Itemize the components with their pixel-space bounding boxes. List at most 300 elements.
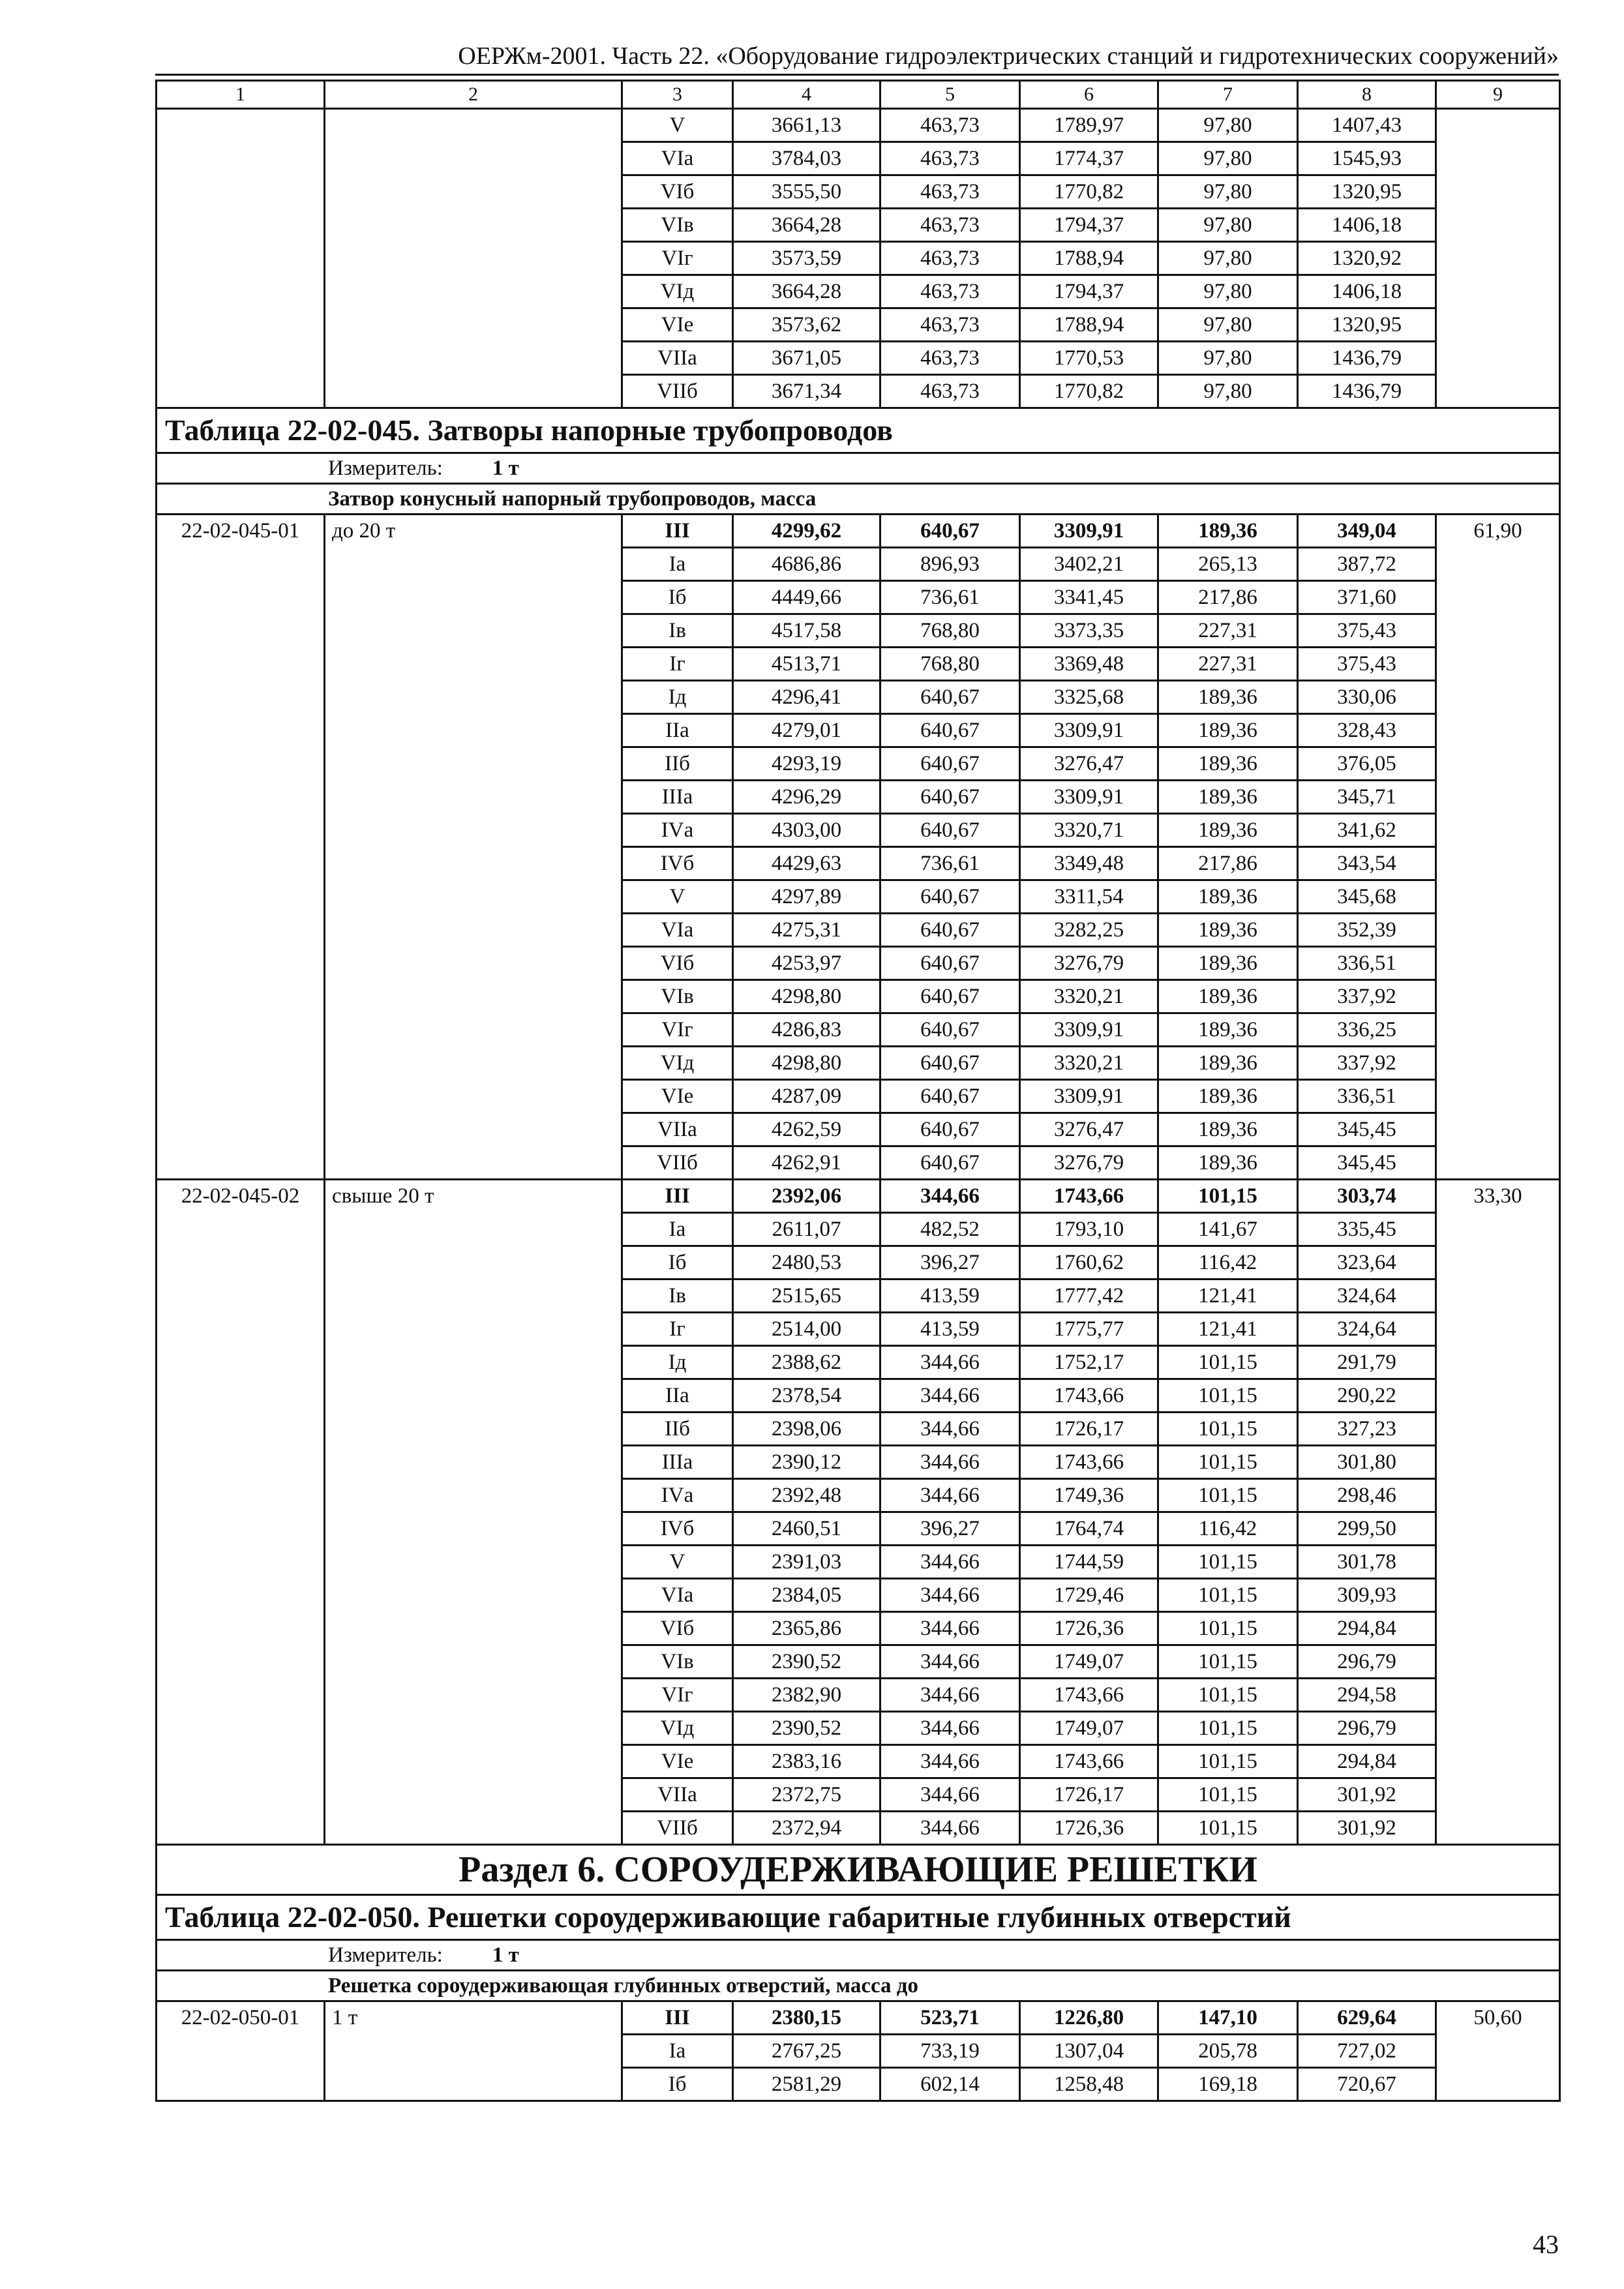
value-cell: 4296,41 — [733, 681, 880, 714]
value-cell: 101,15 — [1158, 1579, 1298, 1612]
value-cell: 299,50 — [1298, 1512, 1436, 1546]
value-cell: 1726,17 — [1020, 1413, 1158, 1446]
value-cell: 327,23 — [1298, 1413, 1436, 1446]
row-index-cell: VIа — [622, 1579, 733, 1612]
row-index-cell: Iб — [622, 1246, 733, 1279]
value-cell: 463,73 — [880, 175, 1020, 209]
value-cell: 344,66 — [880, 1612, 1020, 1645]
value-cell: 4287,09 — [733, 1080, 880, 1113]
value-cell: 323,64 — [1298, 1246, 1436, 1279]
row-index-cell: Iд — [622, 681, 733, 714]
column-number-cell: 8 — [1298, 81, 1436, 109]
row-index-cell: IIа — [622, 1379, 733, 1413]
table-045-title: Таблица 22-02-045. Затворы напорные трубопроводов — [157, 408, 1560, 453]
value-cell: 337,92 — [1298, 980, 1436, 1013]
value-cell: 463,73 — [880, 242, 1020, 275]
value-cell: 463,73 — [880, 308, 1020, 342]
column-number-cell: 3 — [622, 81, 733, 109]
value-cell: 720,67 — [1298, 2068, 1436, 2101]
value-cell: 169,18 — [1158, 2068, 1298, 2101]
value-cell: 189,36 — [1158, 1146, 1298, 1180]
value-cell: 336,51 — [1298, 1080, 1436, 1113]
value-cell: 2480,53 — [733, 1246, 880, 1279]
row-index-cell: IVб — [622, 1512, 733, 1546]
value-cell: 97,80 — [1158, 375, 1298, 408]
row-index-cell: VIе — [622, 308, 733, 342]
value-cell: 189,36 — [1158, 681, 1298, 714]
value-cell: 328,43 — [1298, 714, 1436, 747]
value-cell: 291,79 — [1298, 1346, 1436, 1379]
value-cell: 640,67 — [880, 1113, 1020, 1146]
row-index-cell: V — [622, 1546, 733, 1579]
value-cell: 345,68 — [1298, 880, 1436, 914]
value-cell: 345,71 — [1298, 781, 1436, 814]
value-cell: 344,66 — [880, 1579, 1020, 1612]
value-cell: 2391,03 — [733, 1546, 880, 1579]
value-cell: 2514,00 — [733, 1313, 880, 1346]
value-cell: 217,86 — [1158, 581, 1298, 614]
value-cell: 3341,45 — [1020, 581, 1158, 614]
value-cell: 640,67 — [880, 714, 1020, 747]
value-cell: 294,84 — [1298, 1612, 1436, 1645]
row-index-cell: V — [622, 880, 733, 914]
value-cell: 1775,77 — [1020, 1313, 1158, 1346]
item-description-cell: до 20 т — [325, 515, 622, 1180]
item-description-cell: свыше 20 т — [325, 1180, 622, 1845]
value-cell: 1406,18 — [1298, 209, 1436, 242]
value-cell: 463,73 — [880, 375, 1020, 408]
row-index-cell: VIв — [622, 980, 733, 1013]
value-cell: 396,27 — [880, 1246, 1020, 1279]
item-code-cell — [157, 109, 325, 408]
value-cell: 189,36 — [1158, 814, 1298, 847]
value-cell: 3664,28 — [733, 275, 880, 308]
value-cell: 3573,59 — [733, 242, 880, 275]
value-cell: 2460,51 — [733, 1512, 880, 1546]
value-cell: 3320,21 — [1020, 1047, 1158, 1080]
row-index-cell: IVб — [622, 847, 733, 880]
value-cell: 1743,66 — [1020, 1679, 1158, 1712]
value-cell: 290,22 — [1298, 1379, 1436, 1413]
column-number-cell: 6 — [1020, 81, 1158, 109]
value-cell: 1726,36 — [1020, 1812, 1158, 1845]
value-cell: 4299,62 — [733, 515, 880, 548]
value-cell: 1743,66 — [1020, 1180, 1158, 1213]
table-title-row — [157, 408, 1560, 453]
value-cell: 463,73 — [880, 275, 1020, 308]
value-cell: 101,15 — [1158, 1479, 1298, 1512]
row-index-cell: IIб — [622, 1413, 733, 1446]
value-cell: 629,64 — [1298, 2001, 1436, 2035]
table-050-title: Таблица 22-02-050. Решетки сороудерживающие габаритные глубинных отверстий — [157, 1895, 1560, 1940]
row-index-cell: Iб — [622, 581, 733, 614]
value-cell: 3309,91 — [1020, 515, 1158, 548]
value-cell: 101,15 — [1158, 1612, 1298, 1645]
value-cell: 4303,00 — [733, 814, 880, 847]
value-cell: 3309,91 — [1020, 714, 1158, 747]
row-index-cell: V — [622, 109, 733, 142]
group-title-row — [157, 1971, 1560, 2001]
row-index-cell: III — [622, 515, 733, 548]
value-cell: 2390,52 — [733, 1645, 880, 1679]
value-cell: 97,80 — [1158, 209, 1298, 242]
row-index-cell: Iд — [622, 1346, 733, 1379]
value-cell: 341,62 — [1298, 814, 1436, 847]
value-cell: 376,05 — [1298, 747, 1436, 781]
value-cell: 101,15 — [1158, 1446, 1298, 1479]
value-cell: 640,67 — [880, 1047, 1020, 1080]
value-cell: 2383,16 — [733, 1745, 880, 1778]
value-cell: 3573,62 — [733, 308, 880, 342]
value-cell: 298,46 — [1298, 1479, 1436, 1512]
value-cell: 3309,91 — [1020, 781, 1158, 814]
value-cell: 141,67 — [1158, 1213, 1298, 1246]
value-cell: 301,80 — [1298, 1446, 1436, 1479]
value-cell: 640,67 — [880, 914, 1020, 947]
value-cell: 3369,48 — [1020, 648, 1158, 681]
value-cell: 371,60 — [1298, 581, 1436, 614]
value-cell: 2372,75 — [733, 1778, 880, 1812]
value-cell: 344,66 — [880, 1346, 1020, 1379]
item-description-cell — [325, 109, 622, 408]
value-cell: 1770,82 — [1020, 375, 1158, 408]
value-cell: 3276,47 — [1020, 747, 1158, 781]
value-cell: 1793,10 — [1020, 1213, 1158, 1246]
row-index-cell: VIв — [622, 1645, 733, 1679]
rates-table-body — [157, 81, 1560, 2101]
value-cell: 640,67 — [880, 747, 1020, 781]
value-cell: 1760,62 — [1020, 1246, 1158, 1279]
value-cell: 640,67 — [880, 681, 1020, 714]
value-cell: 97,80 — [1158, 342, 1298, 375]
value-cell: 344,66 — [880, 1745, 1020, 1778]
value-cell: 101,15 — [1158, 1712, 1298, 1745]
value-cell: 1752,17 — [1020, 1346, 1158, 1379]
item-rate-cell — [1436, 109, 1560, 408]
value-cell: 101,15 — [1158, 1778, 1298, 1812]
value-cell: 387,72 — [1298, 548, 1436, 581]
value-cell: 4449,66 — [733, 581, 880, 614]
value-cell: 343,54 — [1298, 847, 1436, 880]
value-cell: 896,93 — [880, 548, 1020, 581]
value-cell: 2515,65 — [733, 1279, 880, 1313]
row-index-cell: VIе — [622, 1080, 733, 1113]
value-cell: 1749,07 — [1020, 1712, 1158, 1745]
value-cell: 121,41 — [1158, 1313, 1298, 1346]
unit-cell — [157, 1940, 1560, 1971]
value-cell: 189,36 — [1158, 515, 1298, 548]
value-cell: 1770,82 — [1020, 175, 1158, 209]
value-cell: 301,92 — [1298, 1778, 1436, 1812]
value-cell: 3276,79 — [1020, 1146, 1158, 1180]
row-index-cell: VIг — [622, 242, 733, 275]
row-index-cell: VIв — [622, 209, 733, 242]
value-cell: 4253,97 — [733, 947, 880, 980]
value-cell: 1764,74 — [1020, 1512, 1158, 1546]
group-title: Затвор конусный напорный трубопроводов, масса — [157, 484, 1560, 515]
value-cell: 413,59 — [880, 1279, 1020, 1313]
value-cell: 101,15 — [1158, 1180, 1298, 1213]
value-cell: 3402,21 — [1020, 548, 1158, 581]
row-index-cell: VIа — [622, 142, 733, 175]
value-cell: 3282,25 — [1020, 914, 1158, 947]
row-index-cell: VIIб — [622, 1146, 733, 1180]
row-index-cell: VIIа — [622, 342, 733, 375]
value-cell: 189,36 — [1158, 1113, 1298, 1146]
row-index-cell: IVа — [622, 814, 733, 847]
row-index-cell: VIIа — [622, 1778, 733, 1812]
value-cell: 1436,79 — [1298, 375, 1436, 408]
unit-row — [157, 1940, 1560, 1971]
value-cell: 1794,37 — [1020, 209, 1158, 242]
value-cell: 1436,79 — [1298, 342, 1436, 375]
value-cell: 1770,53 — [1020, 342, 1158, 375]
row-index-cell: VIг — [622, 1013, 733, 1047]
value-cell: 189,36 — [1158, 880, 1298, 914]
value-cell: 1749,36 — [1020, 1479, 1158, 1512]
row-index-cell: III — [622, 2001, 733, 2035]
row-index-cell: Iг — [622, 648, 733, 681]
row-index-cell: VIб — [622, 947, 733, 980]
value-cell: 97,80 — [1158, 175, 1298, 209]
value-cell: 344,66 — [880, 1778, 1020, 1812]
table-row — [157, 515, 1560, 548]
row-index-cell: VIIб — [622, 375, 733, 408]
value-cell: 3276,47 — [1020, 1113, 1158, 1146]
row-index-cell: IIIа — [622, 781, 733, 814]
value-cell: 640,67 — [880, 814, 1020, 847]
value-cell: 4275,31 — [733, 914, 880, 947]
value-cell: 640,67 — [880, 1013, 1020, 1047]
value-cell: 189,36 — [1158, 714, 1298, 747]
table-row — [157, 109, 1560, 142]
value-cell: 189,36 — [1158, 1047, 1298, 1080]
value-cell: 3661,13 — [733, 109, 880, 142]
value-cell: 147,10 — [1158, 2001, 1298, 2035]
value-cell: 1407,43 — [1298, 109, 1436, 142]
value-cell: 3349,48 — [1020, 847, 1158, 880]
value-cell: 344,66 — [880, 1546, 1020, 1579]
value-cell: 97,80 — [1158, 242, 1298, 275]
value-cell: 101,15 — [1158, 1745, 1298, 1778]
section-row — [157, 1845, 1560, 1895]
value-cell: 101,15 — [1158, 1679, 1298, 1712]
value-cell: 296,79 — [1298, 1645, 1436, 1679]
value-cell: 3320,21 — [1020, 980, 1158, 1013]
row-index-cell: IIIа — [622, 1446, 733, 1479]
value-cell: 640,67 — [880, 947, 1020, 980]
unit-value: 1 т — [492, 456, 519, 480]
value-cell: 344,66 — [880, 1413, 1020, 1446]
value-cell: 2380,15 — [733, 2001, 880, 2035]
value-cell: 2378,54 — [733, 1379, 880, 1413]
value-cell: 1258,48 — [1020, 2068, 1158, 2101]
value-cell: 324,64 — [1298, 1279, 1436, 1313]
value-cell: 352,39 — [1298, 914, 1436, 947]
value-cell: 1777,42 — [1020, 1279, 1158, 1313]
value-cell: 344,66 — [880, 1679, 1020, 1712]
value-cell: 265,13 — [1158, 548, 1298, 581]
value-cell: 189,36 — [1158, 914, 1298, 947]
value-cell: 101,15 — [1158, 1812, 1298, 1845]
value-cell: 523,71 — [880, 2001, 1020, 2035]
row-index-cell: IIб — [622, 747, 733, 781]
value-cell: 640,67 — [880, 1080, 1020, 1113]
value-cell: 101,15 — [1158, 1546, 1298, 1579]
value-cell: 189,36 — [1158, 1013, 1298, 1047]
value-cell: 3309,91 — [1020, 1013, 1158, 1047]
value-cell: 189,36 — [1158, 1080, 1298, 1113]
value-cell: 101,15 — [1158, 1413, 1298, 1446]
value-cell: 344,66 — [880, 1645, 1020, 1679]
value-cell: 189,36 — [1158, 947, 1298, 980]
value-cell: 3276,79 — [1020, 947, 1158, 980]
value-cell: 344,66 — [880, 1446, 1020, 1479]
value-cell: 189,36 — [1158, 747, 1298, 781]
value-cell: 345,45 — [1298, 1146, 1436, 1180]
value-cell: 301,78 — [1298, 1546, 1436, 1579]
table-title-row — [157, 1895, 1560, 1940]
value-cell: 1320,95 — [1298, 308, 1436, 342]
unit-value: 1 т — [492, 1943, 519, 1967]
value-cell: 4286,83 — [733, 1013, 880, 1047]
value-cell: 1726,36 — [1020, 1612, 1158, 1645]
value-cell: 727,02 — [1298, 2035, 1436, 2068]
value-cell: 116,42 — [1158, 1246, 1298, 1279]
value-cell: 2398,06 — [733, 1413, 880, 1446]
unit-label: Измеритель: — [328, 456, 443, 480]
group-title-row — [157, 484, 1560, 515]
value-cell: 330,06 — [1298, 681, 1436, 714]
value-cell: 1743,66 — [1020, 1745, 1158, 1778]
value-cell: 324,64 — [1298, 1313, 1436, 1346]
column-number-cell: 2 — [325, 81, 622, 109]
value-cell: 336,51 — [1298, 947, 1436, 980]
row-index-cell: Iа — [622, 1213, 733, 1246]
row-index-cell: VIд — [622, 275, 733, 308]
value-cell: 116,42 — [1158, 1512, 1298, 1546]
value-cell: 482,52 — [880, 1213, 1020, 1246]
unit-row — [157, 453, 1560, 484]
unit-label: Измеритель: — [328, 1943, 443, 1967]
row-index-cell: VIа — [622, 914, 733, 947]
value-cell: 463,73 — [880, 342, 1020, 375]
value-cell: 101,15 — [1158, 1645, 1298, 1679]
item-rate-cell: 33,30 — [1436, 1180, 1560, 1845]
value-cell: 2382,90 — [733, 1679, 880, 1712]
value-cell: 4298,80 — [733, 980, 880, 1013]
row-index-cell: VIе — [622, 1745, 733, 1778]
value-cell: 3320,71 — [1020, 814, 1158, 847]
value-cell: 217,86 — [1158, 847, 1298, 880]
item-code-cell: 22-02-050-01 — [157, 2001, 325, 2101]
value-cell: 1743,66 — [1020, 1446, 1158, 1479]
value-cell: 294,84 — [1298, 1745, 1436, 1778]
value-cell: 3555,50 — [733, 175, 880, 209]
value-cell: 97,80 — [1158, 109, 1298, 142]
value-cell: 3309,91 — [1020, 1080, 1158, 1113]
value-cell: 413,59 — [880, 1313, 1020, 1346]
row-index-cell: IIа — [622, 714, 733, 747]
row-index-cell: VIб — [622, 1612, 733, 1645]
item-rate-cell: 61,90 — [1436, 515, 1560, 1180]
row-index-cell: VIд — [622, 1712, 733, 1745]
value-cell: 375,43 — [1298, 614, 1436, 648]
value-cell: 1789,97 — [1020, 109, 1158, 142]
value-cell: 2581,29 — [733, 2068, 880, 2101]
value-cell: 4517,58 — [733, 614, 880, 648]
row-index-cell: VIIб — [622, 1812, 733, 1845]
value-cell: 1774,37 — [1020, 142, 1158, 175]
row-index-cell: Iг — [622, 1313, 733, 1346]
value-cell: 349,04 — [1298, 515, 1436, 548]
value-cell: 1320,95 — [1298, 175, 1436, 209]
value-cell: 101,15 — [1158, 1346, 1298, 1379]
value-cell: 345,45 — [1298, 1113, 1436, 1146]
value-cell: 2392,06 — [733, 1180, 880, 1213]
value-cell: 1743,66 — [1020, 1379, 1158, 1413]
value-cell: 463,73 — [880, 109, 1020, 142]
value-cell: 463,73 — [880, 209, 1020, 242]
value-cell: 736,61 — [880, 581, 1020, 614]
value-cell: 2767,25 — [733, 2035, 880, 2068]
value-cell: 602,14 — [880, 2068, 1020, 2101]
column-number-row — [157, 81, 1560, 109]
row-index-cell: VIб — [622, 175, 733, 209]
value-cell: 4279,01 — [733, 714, 880, 747]
value-cell: 3373,35 — [1020, 614, 1158, 648]
column-number-cell: 9 — [1436, 81, 1560, 109]
row-index-cell: VIг — [622, 1679, 733, 1712]
value-cell: 189,36 — [1158, 781, 1298, 814]
value-cell: 296,79 — [1298, 1712, 1436, 1745]
value-cell: 4686,86 — [733, 548, 880, 581]
value-cell: 344,66 — [880, 1479, 1020, 1512]
value-cell: 375,43 — [1298, 648, 1436, 681]
value-cell: 1307,04 — [1020, 2035, 1158, 2068]
row-index-cell: IVа — [622, 1479, 733, 1512]
item-rate-cell: 50,60 — [1436, 2001, 1560, 2101]
value-cell: 736,61 — [880, 847, 1020, 880]
row-index-cell: VIIа — [622, 1113, 733, 1146]
value-cell: 1545,93 — [1298, 142, 1436, 175]
value-cell: 463,73 — [880, 142, 1020, 175]
value-cell: 2390,12 — [733, 1446, 880, 1479]
value-cell: 1794,37 — [1020, 275, 1158, 308]
page-number: 43 — [1533, 2230, 1559, 2259]
value-cell: 733,19 — [880, 2035, 1020, 2068]
value-cell: 303,74 — [1298, 1180, 1436, 1213]
value-cell: 1729,46 — [1020, 1579, 1158, 1612]
value-cell: 294,58 — [1298, 1679, 1436, 1712]
value-cell: 97,80 — [1158, 275, 1298, 308]
value-cell: 344,66 — [880, 1379, 1020, 1413]
value-cell: 344,66 — [880, 1812, 1020, 1845]
item-description-cell: 1 т — [325, 2001, 622, 2101]
column-number-cell: 4 — [733, 81, 880, 109]
value-cell: 4262,59 — [733, 1113, 880, 1146]
value-cell: 101,15 — [1158, 1379, 1298, 1413]
value-cell: 2384,05 — [733, 1579, 880, 1612]
row-index-cell: VIд — [622, 1047, 733, 1080]
value-cell: 640,67 — [880, 781, 1020, 814]
value-cell: 4513,71 — [733, 648, 880, 681]
item-code-cell: 22-02-045-02 — [157, 1180, 325, 1845]
value-cell: 4429,63 — [733, 847, 880, 880]
value-cell: 189,36 — [1158, 980, 1298, 1013]
value-cell: 768,80 — [880, 648, 1020, 681]
value-cell: 1788,94 — [1020, 308, 1158, 342]
